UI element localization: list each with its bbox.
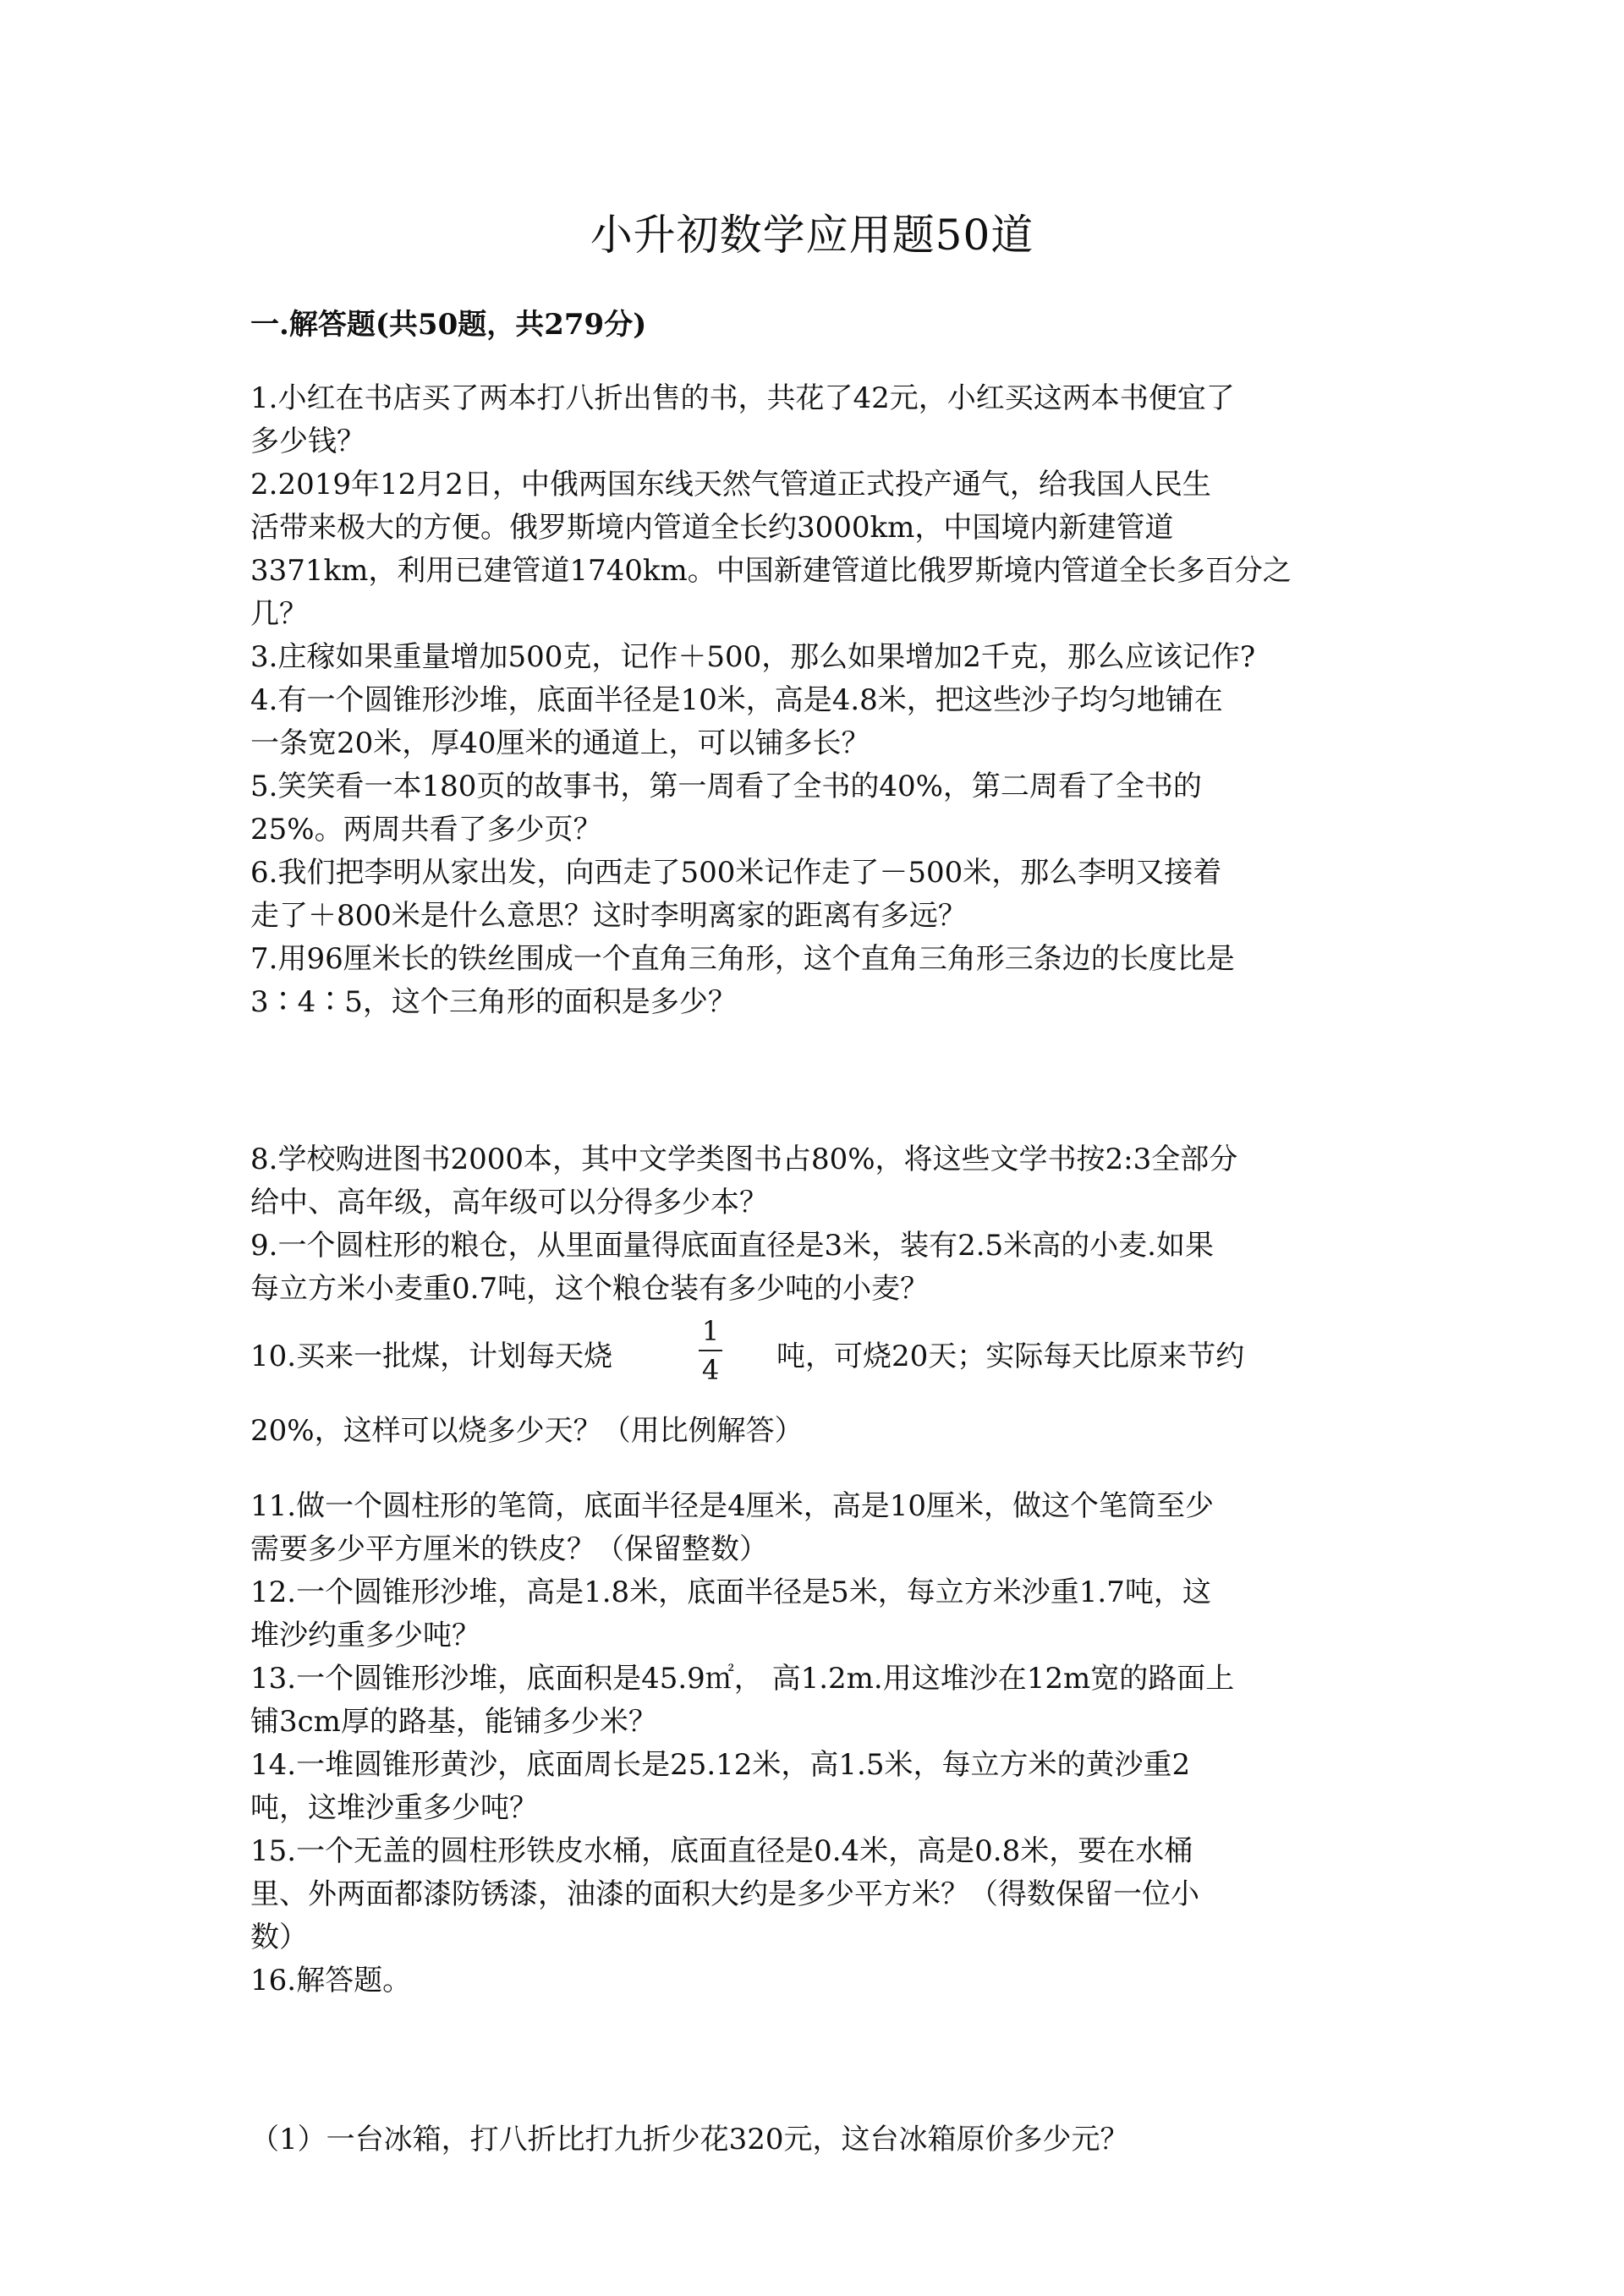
question-10-text-before: 10.买来一批煤，计划每天烧: [250, 1340, 613, 1373]
text-line: 2.2019年12月2日，中俄两国东线天然气管道正式投产通气，给我国人民生: [250, 468, 1211, 501]
text-line: 8.学校购进图书2000本，其中文学类图书占80%，将这些文学书按2:3全部分: [250, 1143, 1238, 1176]
text-line: 里、外两面都漆防锈漆，油漆的面积大约是多少平方米？（得数保留一位小: [250, 1877, 1199, 1911]
fraction-denominator: 4: [701, 1354, 720, 1386]
text-line: 25%。两周共看了多少页？: [250, 813, 602, 847]
fraction-one-quarter: [699, 1314, 722, 1387]
text-line: 14.一堆圆锥形黄沙，底面周长是25.12米，高1.5米，每立方米的黄沙重2: [250, 1748, 1191, 1782]
text-line: 1.小红在书店买了两本打八折出售的书，共花了42元，小红买这两本书便宜了: [250, 381, 1235, 415]
text-line: 3.庄稼如果重量增加500克，记作＋500，那么如果增加2千克，那么应该记作?: [250, 640, 1256, 674]
question-10-text-after-wrap: [776, 1333, 1244, 1374]
text-line: 活带来极大的方便。俄罗斯境内管道全长约3000km，中国境内新建管道: [250, 511, 1174, 545]
text-line: 12.一个圆锥形沙堆，高是1.8米，底面半径是5米，每立方米沙重1.7吨，这: [250, 1575, 1211, 1609]
question-10-line-1: [250, 1333, 612, 1374]
question-16-subitem-1: （1）一台冰箱，打八折比打九折少花320元，这台冰箱原价多少元？: [250, 2123, 1129, 2156]
text-line: 15.一个无盖的圆柱形铁皮水桶，底面直径是0.4米，高是0.8米，要在水桶: [250, 1834, 1193, 1868]
fraction-bar: [699, 1350, 722, 1351]
questions-block-8-9: [250, 1138, 1384, 1311]
text-line: 3371km，利用已建管道1740km。中国新建管道比俄罗斯境内管道全长多百分之: [250, 554, 1292, 588]
text-line: 堆沙约重多少吨？: [250, 1619, 480, 1652]
text-line: 给中、高年级，高年级可以分得多少本？: [250, 1186, 768, 1219]
text-line: 走了＋800米是什么意思？这时李明离家的距离有多远？: [250, 899, 967, 933]
text-line: 13.一个圆锥形沙堆，底面积是45.9㎡， 高1.2m.用这堆沙在12m宽的路面上: [250, 1662, 1235, 1696]
text-line: 数）: [250, 1921, 308, 1954]
section-heading: 一.解答题(共50题，共279分): [250, 308, 647, 342]
questions-block-11-16: [250, 1485, 1384, 2003]
text-line: 5.笑笑看一本180页的故事书，第一周看了全书的40%，第二周看了全书的: [250, 770, 1202, 803]
text-line: 4.有一个圆锥形沙堆，底面半径是10米，高是4.8米，把这些沙子均匀地铺在: [250, 683, 1223, 717]
questions-block-1-7: [250, 377, 1384, 1024]
text-line: 铺3cm厚的路基，能铺多少米？: [250, 1705, 657, 1739]
text-line: 6.我们把李明从家出发，向西走了500米记作走了－500米，那么李明又接着: [250, 856, 1222, 890]
text-line: 每立方米小麦重0.7吨，这个粮仓装有多少吨的小麦？: [250, 1272, 930, 1306]
document-title: 小升初数学应用题50道: [590, 211, 1034, 260]
text-line: 7.用96厘米长的铁丝围成一个直角三角形，这个直角三角形三条边的长度比是: [250, 942, 1235, 976]
text-line: 一条宽20米，厚40厘米的通道上，可以铺多长？: [250, 726, 870, 760]
text-line: 吨，这堆沙重多少吨？: [250, 1791, 538, 1825]
text-line: 3∶4∶5，这个三角形的面积是多少？: [250, 985, 737, 1019]
fraction-numerator: 1: [701, 1315, 720, 1347]
text-line: 几？: [250, 597, 308, 631]
text-line: 11.做一个圆柱形的笔筒，底面半径是4厘米，高是10厘米，做这个笔筒至少: [250, 1489, 1214, 1523]
question-10-line-2: 20%，这样可以烧多少天？（用比例解答）: [250, 1414, 804, 1448]
text-line: 需要多少平方厘米的铁皮？（保留整数）: [250, 1532, 768, 1566]
question-10-text-after: 吨，可烧20天；实际每天比原来节约: [776, 1340, 1245, 1373]
text-line: 多少钱？: [250, 425, 365, 458]
text-line: 16.解答题。: [250, 1964, 412, 1997]
text-line: 9.一个圆柱形的粮仓，从里面量得底面直径是3米，装有2.5米高的小麦.如果: [250, 1229, 1214, 1263]
